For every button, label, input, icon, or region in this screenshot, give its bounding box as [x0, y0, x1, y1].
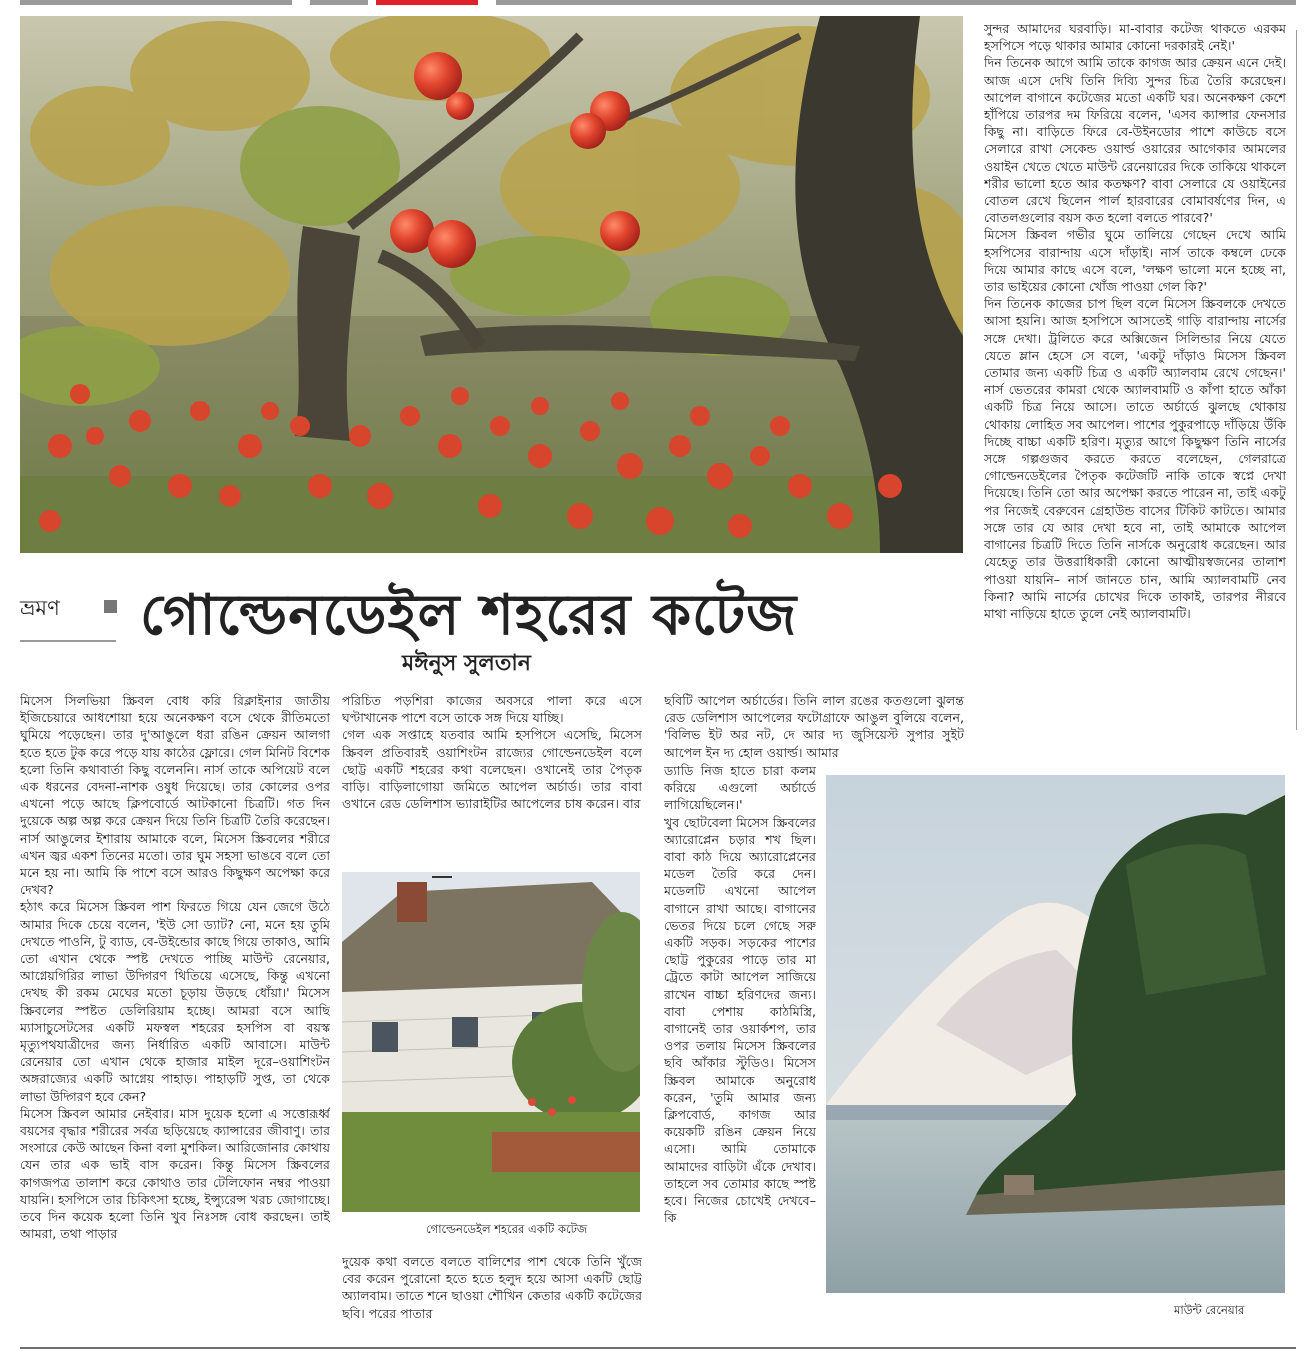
paragraph: পরিচিত পড়শিরা কাজের অবসরে পালা করে এসে ঘণ্টাখানেক পাশে বসে তাকে সঙ্গ দিয়ে যাচ্ছি। — [342, 693, 642, 726]
top-bar-left — [20, 0, 292, 5]
right-edge-rule — [1296, 30, 1297, 730]
thatched-cottage-photo — [342, 872, 640, 1212]
paragraph: দিন তিনেক কাজের চাপ ছিল বলে মিসেস স্ক্রিবলকে দেখতে আসা হয়নি। আজ হসপিসে আসতেই গাড়ি বারান্দায় নার্সের সঙ্গে দেখা। ট্রলিতে করে অক্সিজেন সিলিন্ডার নিয়ে যেতে যেতে ম্লান হেসে সে বলে, 'একটু দাঁড়াও মিসেস স্ক্রিবল তোমার জন্য একটি চিত্র ও একটি অ্যালবাম রেখে গেছেন।' নার্স ভেতরের কামরা থেকে অ্যালবামটি ও কাঁপা হাতে আঁকা একটি চিত্র নিয়ে আসে। তাতে অর্চার্ডে ঝুলছে থোকায় থোকায় লোহিত সব আপেল। পাশের পুকুরপাড়ে দাঁড়িয়ে উঁকি দিচ্ছে বাচ্চা একটি হরিণ। মৃত্যুর আগে কিছুক্ষণ তিনি নার্সের সঙ্গে গল্পগুজব করতে করতে বলেছেন, গেলরাত্রে গোল্ডেনডেইলের পৈতৃক কটেজটি নাকি তাকে স্বপ্নে দেখা দিয়েছে। তিনি তো আর অপেক্ষা করতে পারেন না, তাই একটু পর নিজেই বেরুবেন গ্রেহাউন্ড বাসের টিকিট কাটতে। আমার সঙ্গে তার যে আর দেখা হবে না, তাই আমাকে আপেল বাগানের চিত্রটি দিতে তিনি নার্সকে অনুরোধ করেছেন। আর যেহেতু তার উত্তরাধিকারী কোনো আত্মীয়স্বজনের তালাশ পাওয়া যায়নি– নার্স জানতে চান, আমি অ্যালবামটি নেব কিনা? আমি নার্সের চোখের দিকে তাকাই, তারপর নীরবে মাথা নাড়িয়ে হাতে তুলে নেই অ্যালবামটি। — [984, 296, 1286, 621]
article-column-4 — [984, 20, 1286, 772]
section-label: ভ্রমণ — [20, 596, 60, 620]
article-column-2-top — [342, 692, 642, 864]
top-bar-mid — [310, 0, 368, 5]
paragraph: দিন তিনেক আগে আমি তাকে কাগজ আর ক্রেয়ন এনে দেই। আজ এসে দেখি তিনি দিব্যি সুন্দর চিত্র তৈরি করেছেন। আপেল বাগানে কটেজের মতো একটি ঘর। অনেকক্ষণ কেশে হাঁপিয়ে তারপর দম ফিরিয়ে বলেন, 'এসব ক্যান্সার ফেনসার কিছু না। বাড়িতে ফিরে বে-উইনডোর পাশে কাউচে বসে সেলারে রাখা সেকেন্ড ওয়ার্ল্ড ওয়ারের আগেকার আমলের ওয়াইন খেতে খেতে মাউন্ট রেনেয়ারের দিকে তাকিয়ে থাকলে শরীর ভালো হতে আর কতক্ষণ? বাবা সেলারে যে ওয়াইনের বোতল রেখে ছিলেন পার্ল হারবারের বোমাবর্ষণের দিন, এ বোতলগুলোর বয়স কত হলো বলতে পারবে?' — [984, 55, 1286, 226]
top-bar-right — [496, 0, 1296, 5]
article-column-2-bottom — [342, 1253, 642, 1343]
cottage-caption: গোল্ডেনডেইল শহরের একটি কটেজ — [426, 1222, 588, 1236]
apple-orchard-photo — [20, 16, 963, 553]
paragraph: হঠাৎ করে মিসেস স্ক্রিবল পাশ ফিরতে গিয়ে যেন জেগে উঠে আমার দিকে চেয়ে বলেন, 'ইউ সো ড্যাট? নো, মনে হয় তুমি দেখতে পাওনি, টু ব্যাড, বে-উইন্ডোর কাছে গিয়ে তাকাও, আমি তো এখান থেকে স্পষ্ট দেখতে পাচ্ছি মাউন্ট রেনেয়ার, আগ্নেয়গিরির লাভা উদ্গিরণ থিতিয়ে এসেছে, কিন্তু এখনো দেখছ কী রকম মেঘের মতো চূড়ায় উড়ছে ধোঁয়া।' মিসেস স্ক্রিবলের স্পষ্টত ডেলিরিয়াম হচ্ছে। আমরা বসে আছি ম্যাসাচুসেটসের একটি মফস্বল শহরের হসপিস বা বয়স্ক মৃত্যুপথযাত্রীদের জন্য নির্ধারিত একটি আবাসে। মাউন্ট রেনেয়ার তো এখান থেকে হাজার মাইল দূরে–ওয়াশিংটন অঙ্গরাজ্যের একটি আগ্নেয় পাহাড়। পাহাড়টি সুপ্ত, তা থেকে লাভা উদ্গিরণ হবে কেন? — [20, 899, 330, 1104]
paragraph: মিসেস স্ক্রিবল গভীর ঘুমে তালিয়ে গেছেন দেখে আমি হসপিসের বারান্দায় এসে দাঁড়াই। নার্স তাকে কম্বলে ঢেকে দিয়ে আমার কাছে এসে বলে, 'লক্ষণ ভালো মনে হচ্ছে না, তার ভাইয়ের কোনো খোঁজ পাওয়া গেল কি?' — [984, 227, 1286, 295]
mount-rainier-photo — [826, 775, 1285, 1293]
article-column-3-narrow — [664, 762, 816, 1344]
mountain-caption: মাউন্ট রেনেয়ার — [1174, 1303, 1245, 1317]
section-underline — [20, 640, 116, 642]
bottom-rule — [20, 1347, 1296, 1349]
paragraph: সুন্দর আমাদের ঘরবাড়ি। মা-বাবার কটেজ থাকতে এরকম হসপিসে পড়ে থাকার আমার কোনো দরকারই নেই।' — [984, 21, 1286, 54]
section-square-icon — [104, 600, 117, 613]
author-byline: মঈনুস সুলতান — [402, 651, 531, 676]
headline: গোল্ডেনডেইল শহরের কটেজ — [140, 583, 798, 648]
paragraph: মিসেস স্ক্রিবল আমার নেইবার। মাস দুয়েক হলো এ সত্তোরূর্ধ্ব বয়সের বৃদ্ধার শরীরের সর্বত্র ছড়িয়েছে ক্যান্সারের জীবাণু। তার সংসারে কেউ আছেন কিনা বলা মুশকিল। আরিজোনার কোথায় যেন তার এক ভাই বাস করেন। কিন্তু মিসেস স্ক্রিবলের কাগজপত্র তালাশ করে কোথাও তার টেলিফোন নম্বর পাওয়া যায়নি। হসপিসে তার চিকিৎসা হচ্ছে, ইন্স্যুরেন্স খরচ জোগাচ্ছে। তবে দিন কয়েক হলো তিনি খুব নিঃসঙ্গ বোধ করছেন। তাই আমরা, তথা পাড়ার — [20, 1105, 330, 1242]
paragraph: দুয়েক কথা বলতে বলতে বালিশের পাশ থেকে তিনি খুঁজে বের করেন পুরোনো হতে হতে হলুদ হয়ে আসা একটি ছোট্ট অ্যালবাম। তাতে শনে ছাওয়া শৌখিন কেতার একটি কটেজের ছবি। পরের পাতার — [342, 1254, 642, 1321]
paragraph: ছবিটি আপেল অর্চার্ডের। তিনি লাল রঙের কতগুলো ঝুলন্ত রেড ডেলিশাস আপেলের ফটোগ্রাফে আঙুল বুলিয়ে বলেন, 'বিলিভ ইট অর নট, দে আর দ্য জুসিয়েস্ট সুপার সুইট আপেল ইন দ্য হোল ওয়ার্ল্ড। আমার — [664, 693, 964, 760]
article-column-1 — [20, 692, 330, 1340]
paragraph: মিসেস সিলভিয়া স্ক্রিবল বোধ করি রিক্লাইনার জাতীয় ইজিচেয়ারে আধশোয়া হয়ে অনেকক্ষণ বসে থেকে রীতিমতো ঘুমিয়ে পড়েছেন। তার দু'আঙুলে ধরা রঙিন ক্রেয়ন আলগা হতে হতে টুক করে পড়ে যায় কাঠের ফ্লোরে। গেল মিনিট বিশেক হলো তিনি কথাবার্তা কিছু বলেননি। নার্স তাকে অপিয়েট বলে এক ধরনের বেদনা-নাশক ওষুধ দিয়েছে। তার কোলের ওপর এখনো পড়ে আছে ক্লিপবোর্ডে আটকানো চিত্রটি। গত দিন দুয়েকে অল্প অল্প করে ক্রেয়ন দিয়ে তিনি চিত্রটি তৈরি করেছেন। নার্স আঙুলের ইশারায় আমাকে বলে, মিসেস স্ক্রিবলের শরীরে এখন জ্বর একশ তিনের মতো। তার ঘুম সহসা ভাঙবে বলে তো মনে হয় না। আমি কি পাশে বসে আরও কিছুক্ষণ অপেক্ষা করে দেখব? — [20, 693, 330, 898]
top-bar-accent — [376, 0, 478, 5]
paragraph: গেল এক সপ্তাহে যতবার আমি হসপিসে এসেছি, মিসেস স্ক্রিবল প্রতিবারই ওয়াশিংটন রাজ্যের গোল্ডেনডেইল বলে ছোট্ট একটি শহরের কথা বলেছেন। ওখানেই তার পৈতৃক বাড়ি। বাড়িলাগোয়া জমিতে আপেল অর্চার্ড। তার বাবা ওখানে রেড ডেলিশাস ভ্যারাইটির আপেলের চাষ করেন। বার — [342, 727, 642, 812]
paragraph: ড্যাডি নিজ হাতে চারা কলম করিয়ে এগুলো অর্চার্ডে লাগিয়েছিলেন।' — [664, 763, 816, 813]
article-column-3-top — [664, 692, 964, 762]
paragraph: খুব ছোটবেলা মিসেস স্ক্রিবলের অ্যারোপ্লেন চড়ার শখ ছিল। বাবা কাঠ দিয়ে অ্যারোপ্লেনের মডেল তৈরি করে দেন। মডেলটি এখনো আপেল বাগানে রাখা আছে। বাগানের ভেতর দিয়ে চলে গেছে সরু একটি সড়ক। সড়কের পাশের ছোট্ট পুকুরের পাড়ে তার মা ট্রেতে কাটা আপেল সাজিয়ে রাখেন বাচ্চা হরিণদের জন্য। বাবা পেশায় কাঠমিস্ত্রি, বাগানেই তার ওয়ার্কশপ, তার ওপর তলায় মিসেস স্ক্রিবলের ছবি আঁকার স্টুডিও। মিসেস স্ক্রিবল আমাকে অনুরোধ করেন, 'তুমি আমার জন্য ক্লিপবোর্ড, কাগজ আর কয়েকটি রঙিন ক্রেয়ন নিয়ে এসো। আমি তোমাকে আমাদের বাড়িটা এঁকে দেখাব। তাহলে সব তোমার কাছে স্পষ্ট হবে। নিজের চোখেই দেখবে– কি — [664, 814, 816, 1226]
